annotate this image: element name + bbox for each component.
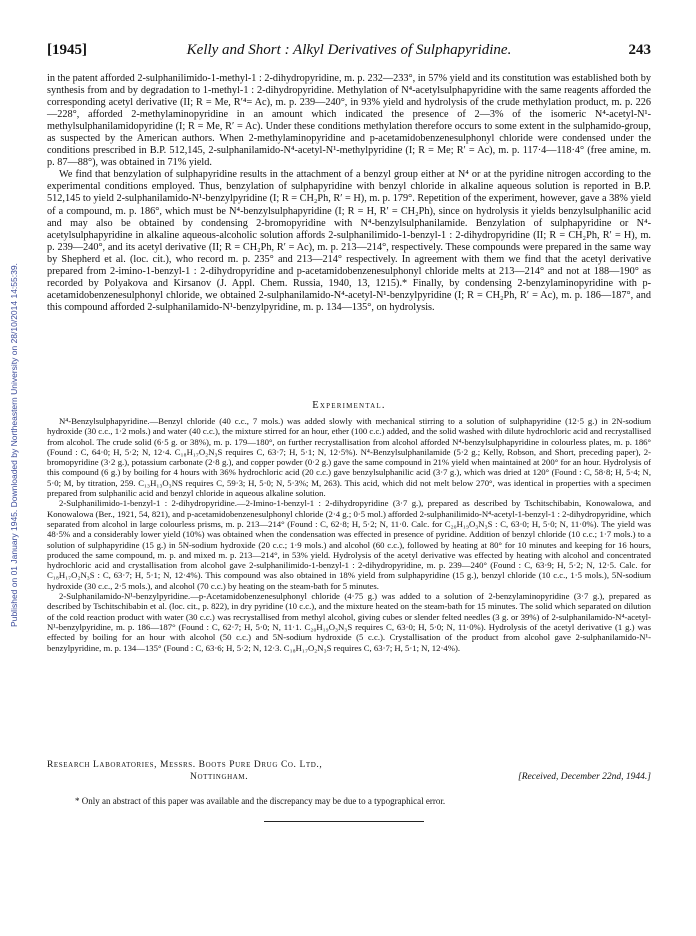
intro-paragraph-1: in the patent afforded 2-sulphanilimido-1-methyl-1 : 2-dihydropyridine, m. p. 232—233°, in 57% yield and its constitution was established both by synthesis from and by degradation to 1-methyl-1 : 2-dihydropyridine. Methylation of N⁴-acetylsulphapyridine with the same reagents afforded the corresponding acetyl derivative (II; R = Me, R′⁴= Ac), m. p. 239—240°, in 93% yield and hydrolysis of the crude methylation product, m. p. 226—228°, afforded 2-methylaminopyridine in an amount which indicated the presence of 2—3% of the isomeric N⁴-acetyl-N¹-methylsulphanilamidopyridine (I; R = Me, R′ = Ac). Under these conditions methylation therefore occurs to some extent in the sulphamido-group, as suspected by the American authors. When 2-methylaminopyridine and p-acetamidobenzenesulphonyl chloride were condensed under the conditions prescribed in B.P. 512,145, 2-sulphanilamido-N⁴-acetyl-N¹-methylpyridine (I; R = Me; R′ = Ac), m. p. 117·4—118·4° (free amine, m. p. 87—88°), was obtained in 71% yield. — [47, 73, 651, 169]
affiliation-line-2: Nottingham. — [190, 772, 249, 782]
experimental-paragraph-3: 2-Sulphanilamido-N¹-benzylpyridine.—p-Acetamidobenzenesulphonyl chloride (4·75 g.) was added to a solution of 2-benzylaminopyridine (3·7 g.), prepared as described by Tschitschibabin et al. (loc. cit., p. 822), in dry pyridine (10 c.c.), and the mixture heated on the steam-bath for 15 minutes. The solid which separated on dilution of the cold reaction product with water (30 c.c.) was recrystallised from methyl alcohol, giving cubes or slender felted needles (3 g. or 39%) of 2-sulphanilamido-N⁴-acetyl-N¹-benzylpyridine, m. p. 186—187° (Found : C, 62·7; H, 5·0; N, 11·1. C₂₀H₁₉O₃N₃S requires C, 63·0; H, 5·0; N, 11·0%). Hydrolysis of the acetyl derivative (1 g.) was effected by boiling for an hour with alcohol (50 c.c.) and 5N-sodium hydroxide (5 c.c.). Crystallisation of the product from alcohol gave 2-sulphanilamido-N¹-benzylpyridine, m. p. 134—135° (Found : C, 63·6; H, 5·2; N, 12·3. C₁₈H₁₇O₂N₃S requires C, 63·7; H, 5·1; N, 12·4%). — [47, 591, 651, 653]
intro-paragraph-2: We find that benzylation of sulphapyridine results in the attachment of a benzyl group either at N⁴ or at the pyridine nitrogen according to the experimental conditions employed. Thus, benzylation of sulphapyridine with benzyl chloride in alkaline aqueous solution is reported in B.P. 512,145 to yield 2-sulphanilamido-N¹-benzylpyridine (I; R = CH₂Ph, R′ = H), m. p. 179°. Repetition of the experiment, however, gave a 38% yield of a compound, m. p. 186°, which must be N⁴-benzylsulphapyridine (I; R = H, R′ = CH₂Ph), since on hydrolysis it yields benzylsulphanilic acid and may also be obtained by condensing 2-bromopyridine with N⁴-benzylsulphanilamide. Benzylation of sulphapyridine or N⁴-acetylsulphapyridine in alkaline aqueous-alcoholic solution affords 2-sulphanilimido-1-benzyl-1 : 2-dihydropyridine (II; R = CH₂Ph, R′ = H), m. p. 239—240°, and its acetyl derivative (II; R = CH₂Ph, R′ = Ac), m. p. 213—214°, respectively. These compounds were prepared in the same way by Shepherd et al. (loc. cit.), who record m. p. 235° and 213—214° respectively. In agreement with them we find that the acetyl derivative prepared from 2-imino-1-benzyl-1 : 2-dihydropyridine and p-acetamidobenzenesulphonyl chloride melts at 213—214° and not at 188—190° as recorded by Polyakova and Kirsanov (J. Appl. Chem. Russia, 1940, 13, 1215).* Finally, by condensing 2-benzylaminopyridine with p-acetamidobenzenesulphonyl chloride, we obtained 2-sulphanilamido-N⁴-acetyl-N¹-benzylpyridine (I; R = CH₂Ph, R′ = Ac), m. p. 186—187°, and this compound afforded 2-sulphanilamido-N¹-benzylpyridine, m. p. 134—135°, on hydrolysis. — [47, 169, 651, 313]
footnote: * Only an abstract of this paper was available and the discrepancy may be due to a typographical error. — [75, 796, 446, 806]
experimental-heading: Experimental. — [312, 400, 386, 411]
experimental-text — [47, 416, 651, 653]
affiliation-line-1: Research Laboratories, Messrs. Boots Pure Drug Co. Ltd., — [47, 760, 323, 770]
experimental-paragraph-2: 2-Sulphanilimido-1-benzyl-1 : 2-dihydropyridine.—2-Imino-1-benzyl-1 : 2-dihydropyridine (3·7 g.), prepared as described by Tschitschibabin, Konowalowa, and Konowalowa (Ber., 1921, 54, 821), and p-acetamidobenzenesulphonyl chloride (2·4 g.; 0·5 mol.) afforded 2-sulphanilimido-N⁴-acetyl-1-benzyl-1 : 2-dihydropyridine, which separated from alcohol in large colourless prisms, m. p. 213—214° (Found : C, 62·8; H, 5·2; N, 11·0. Calc. for C₂₀H₁₉O₃N₃S : C, 63·0; H, 5·0; N, 11·0%). The yield was 48·5% and a considerably lower yield (10%) was obtained when the condensation was effected in presence of pyridine. Addition of benzyl chloride (10 c.c.; 1·7 mols.) to a solution of sulphapyridine (15 g.) in 5N-sodium hydroxide (20 c.c.; 1·9 mols.) and alcohol (60 c.c.), followed by heating at 80° for 10 minutes and keeping for 16 hours, produced the same compound, m. p. and mixed m. p. 213—214°, in 53% yield. Hydrolysis of the acetyl derivative was effected by heating with alcohol and concentrated hydrochloric acid and crystallisation from alcohol gave 2-sulphanilimido-1-benzyl-1 : 2-dihydropyridine, m. p. 239—240° (Found : C, 63·9; H, 5·2; N, 12·5. Calc. for C₁₈H₁₇O₂N₃S : C, 63·7; H, 5·1; N, 12·4%). This compound was also obtained in 18% yield from sulphapyridine (15 g.), benzyl chloride (10 c.c., 1·5 mols.), 5N-sodium hydroxide (30 c.c., 2·5 mols.), and alcohol (70 c.c.) by heating on the steam-bath for 5 minutes. — [47, 498, 651, 591]
running-header — [47, 42, 651, 62]
download-watermark: Published on 01 January 1945. Downloaded by Northeastern University on 28/10/2014 14:55:39. — [9, 263, 19, 627]
header-year: [1945] — [47, 42, 87, 58]
introduction-text — [47, 73, 651, 314]
received-date: [Received, December 22nd, 1944.] — [518, 772, 651, 782]
end-rule — [264, 821, 424, 822]
experimental-paragraph-1: N⁴-Benzylsulphapyridine.—Benzyl chloride (40 c.c., 7 mols.) was added slowly with mechanical stirring to a solution of sulphapyridine (12·5 g.) in 2N-sodium hydroxide (30 c.c., 1·2 mols.) and water (40 c.c.), the mixture stirred for an hour, ether (100 c.c.) added, and the solid washed with dilute hydrochloric acid and recrystallised from alcohol. The crude solid (6·5 g. or 38%), m. p. 179—180°, on further recrystallisation from alcohol afforded N⁴-benzylsulphapyridine in colourless plates, m. p. 186° (Found : C, 64·0; H, 5·2; N, 12·4. C₁₈H₁₇O₂N₃S requires C, 63·7; H, 5·1; N, 12·5%). N⁴-Benzylsulphanilamide (5·2 g.; Kelly, Robson, and Short, preceding paper), 2-bromopyridine (3·2 g.), potassium carbonate (2·8 g.), and copper powder (0·2 g.) gave the same compound in 21% yield when maintained at 200° for an hour. Hydrolysis of this compound (6 g.) by boiling for 4 hours with 36% hydrochloric acid (20 c.c.) gave benzylsulphanilic acid (3·7 g.), which was dried at 120° (Found : C, 58·8; H, 5·4; N, 5·0; M, by titration, 259. C₁₃H₁₃O₃NS requires C, 59·3; H, 5·0; N, 5·3%; M, 263). This acid, which did not melt below 270°, was identical in properties with a specimen prepared from sulphanilic acid and benzyl chloride in aqueous alkaline solution. — [47, 416, 651, 499]
header-title: Kelly and Short : Alkyl Derivatives of Sulphapyridine. — [186, 42, 512, 58]
page-number: 243 — [628, 42, 651, 58]
